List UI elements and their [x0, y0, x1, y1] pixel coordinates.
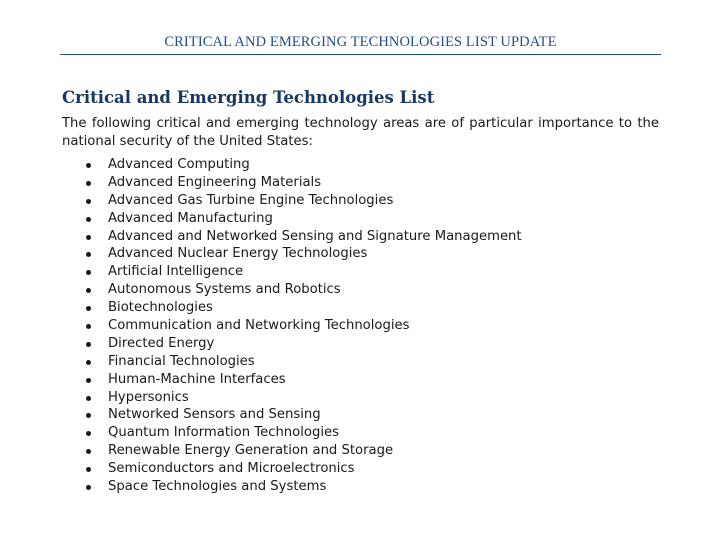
list-item	[0, 424, 522, 442]
list-item-label: Advanced Gas Turbine Engine Technologies	[108, 192, 394, 208]
list-item	[0, 406, 522, 424]
list-item	[0, 442, 522, 460]
section-title: Critical and Emerging Technologies List	[62, 88, 435, 107]
list-item-label: Financial Technologies	[108, 353, 255, 369]
list-item-label: Autonomous Systems and Robotics	[108, 282, 341, 298]
bullet-icon	[86, 467, 91, 472]
bullet-icon	[86, 378, 91, 383]
list-item-label: Hypersonics	[108, 389, 189, 405]
list-item	[0, 245, 522, 263]
bullet-icon	[86, 431, 91, 436]
bullet-icon	[86, 163, 91, 168]
bullet-icon	[86, 413, 91, 418]
list-item-label: Artificial Intelligence	[108, 264, 244, 280]
list-item	[0, 335, 522, 353]
intro-paragraph: The following critical and emerging technology areas are of particular importance to the national security of the United States:	[62, 116, 659, 149]
list-item	[0, 299, 522, 317]
bullet-icon	[86, 306, 91, 311]
list-item	[0, 317, 522, 335]
list-item-label: Advanced Manufacturing	[108, 210, 273, 226]
bullet-icon	[86, 324, 91, 329]
header-divider	[60, 54, 661, 55]
bullet-icon	[86, 360, 91, 365]
list-item-label: Directed Energy	[108, 335, 215, 351]
list-item-label: Space Technologies and Systems	[108, 479, 327, 495]
bullet-icon	[86, 342, 91, 347]
bullet-icon	[86, 449, 91, 454]
list-item	[0, 210, 522, 228]
list-item-label: Advanced Engineering Materials	[108, 174, 322, 190]
bullet-icon	[86, 181, 91, 186]
bullet-icon	[86, 199, 91, 204]
list-item-label: Communication and Networking Technologies	[108, 318, 410, 334]
list-item	[0, 192, 522, 210]
list-item	[0, 353, 522, 371]
bullet-icon	[86, 217, 91, 222]
list-item-label: Advanced and Networked Sensing and Signature Management	[108, 228, 522, 244]
bullet-icon	[86, 485, 91, 490]
bullet-icon	[86, 396, 91, 401]
bullet-icon	[86, 252, 91, 257]
list-item	[0, 228, 522, 246]
list-item-label: Networked Sensors and Sensing	[108, 407, 321, 423]
bullet-icon	[86, 270, 91, 275]
list-item-label: Quantum Information Technologies	[108, 425, 339, 441]
list-item-label: Advanced Computing	[108, 157, 250, 172]
running-header: CRITICAL AND EMERGING TECHNOLOGIES LIST UPDATE	[164, 34, 557, 50]
technology-list	[0, 156, 522, 496]
list-item	[0, 389, 522, 407]
list-item-label: Advanced Nuclear Energy Technologies	[108, 246, 368, 262]
bullet-icon	[86, 235, 91, 240]
list-item	[0, 281, 522, 299]
list-item	[0, 478, 522, 496]
bullet-icon	[86, 288, 91, 293]
list-item	[0, 174, 522, 192]
list-item-label: Biotechnologies	[108, 300, 213, 316]
list-item-label: Semiconductors and Microelectronics	[108, 461, 355, 477]
list-item-label: Renewable Energy Generation and Storage	[108, 443, 394, 459]
list-item	[0, 460, 522, 478]
list-item	[0, 371, 522, 389]
list-item	[0, 263, 522, 281]
list-item	[0, 156, 522, 174]
list-item-label: Human-Machine Interfaces	[108, 371, 286, 387]
